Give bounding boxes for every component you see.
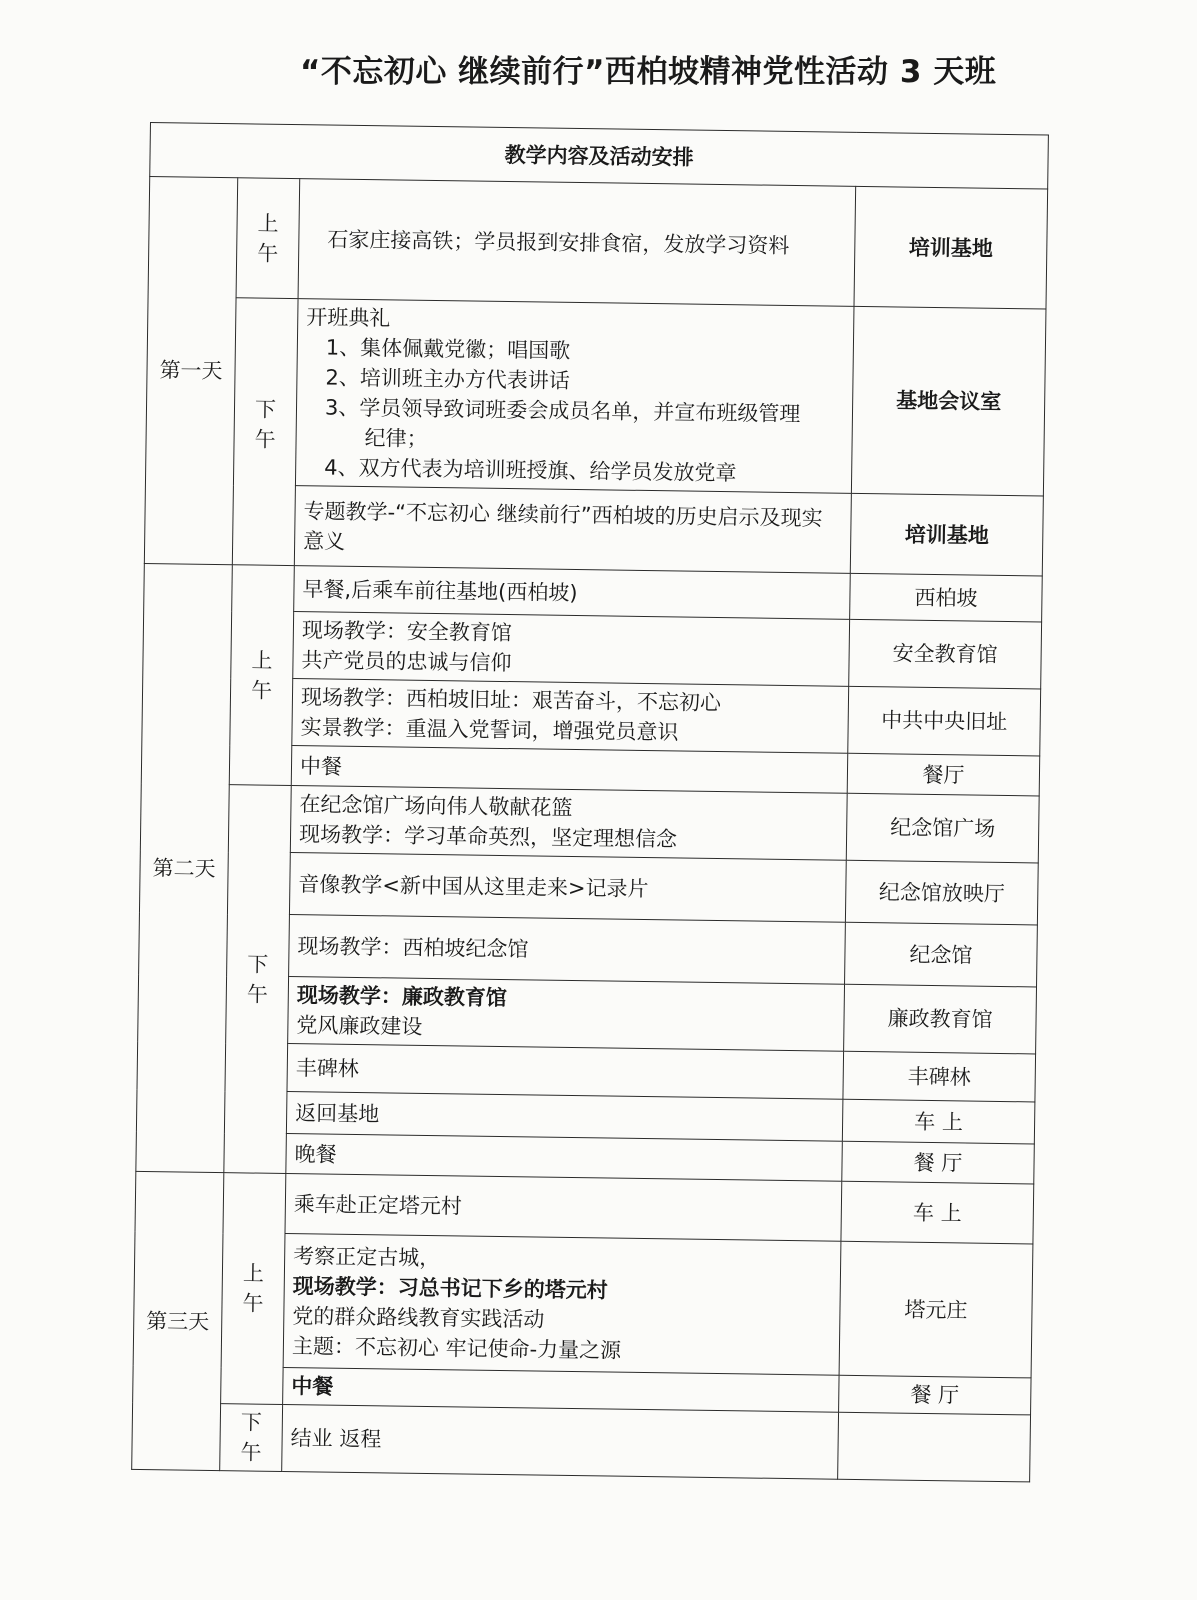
location-cell: 塔元庄 bbox=[839, 1241, 1033, 1378]
day-label: 第三天 bbox=[132, 1171, 224, 1470]
activity-item: 纪律； bbox=[364, 426, 428, 451]
location-cell: 中共中央旧址 bbox=[848, 686, 1041, 756]
activity-item: 4、双方代表为培训班授旗、给学员发放党章 bbox=[324, 455, 737, 486]
location-cell bbox=[838, 1412, 1031, 1482]
location-cell: 车 上 bbox=[841, 1181, 1034, 1244]
table-row bbox=[132, 1402, 1031, 1482]
activity-cell: 现场教学：西柏坡纪念馆 bbox=[289, 915, 846, 985]
activity-cell: 乘车赴正定塔元村 bbox=[285, 1173, 842, 1241]
activity-cell: 现场教学：廉政教育馆 党风廉政建设 bbox=[288, 977, 845, 1052]
period-morning: 上 午 bbox=[221, 1173, 286, 1405]
location-cell: 餐 厅 bbox=[839, 1375, 1031, 1415]
activity-cell: 石家庄接高铁；学员报到安排食宿，发放学习资料 bbox=[298, 179, 856, 307]
period-afternoon: 下 午 bbox=[220, 1404, 283, 1472]
activity-cell bbox=[295, 299, 854, 494]
table-header: 教学内容及活动安排 bbox=[150, 123, 1049, 190]
activity-cell: 结业 返程 bbox=[282, 1404, 839, 1479]
table-row bbox=[140, 783, 1039, 863]
activity-cell: 晚餐 bbox=[286, 1134, 843, 1182]
location-cell: 纪念馆 bbox=[845, 922, 1038, 987]
period-afternoon: 下 午 bbox=[224, 785, 291, 1174]
schedule-table bbox=[131, 122, 1049, 1482]
location-cell: 丰碑林 bbox=[843, 1051, 1036, 1102]
location-cell: 西柏坡 bbox=[850, 573, 1043, 622]
activity-cell: 中餐 bbox=[291, 746, 848, 794]
activity-item: 3、学员领导致词班委会成员名单，并宣布班级管理 bbox=[324, 395, 801, 427]
table-row bbox=[148, 177, 1048, 310]
location-cell: 餐 厅 bbox=[842, 1141, 1035, 1184]
activity-cell: 考察正定古城， 现场教学：习总书记下乡的塔元村 党的群众路线教育实践活动 主题：不忘初心 牢记使命-力量之源 bbox=[283, 1233, 841, 1375]
day-label: 第二天 bbox=[136, 563, 232, 1172]
period-afternoon: 下 午 bbox=[232, 298, 298, 566]
location-cell: 纪念馆广场 bbox=[846, 793, 1039, 863]
activity-cell: 中餐 bbox=[283, 1367, 839, 1412]
activity-cell: 返回基地 bbox=[286, 1092, 843, 1142]
document-title: “不忘初心 继续前行”西柏坡精神党性活动 3 天班 bbox=[300, 54, 997, 90]
activity-cell: 丰碑林 bbox=[287, 1044, 844, 1100]
location-cell: 安全教育馆 bbox=[849, 619, 1042, 689]
table-row bbox=[145, 296, 1046, 496]
location-cell: 车 上 bbox=[842, 1099, 1035, 1144]
table-row bbox=[135, 1171, 1034, 1244]
activity-cell: 现场教学：安全教育馆 共产党员的忠诚与信仰 bbox=[293, 612, 850, 687]
period-morning: 上 午 bbox=[236, 178, 300, 299]
location-cell: 纪念馆放映厅 bbox=[845, 860, 1038, 925]
activity-cell: 音像教学<新中国从这里走来>记录片 bbox=[289, 853, 846, 923]
location-cell: 培训基地 bbox=[850, 493, 1043, 576]
activity-item: 1、集体佩戴党徽；唱国歌 bbox=[325, 335, 571, 363]
day-label: 第一天 bbox=[144, 177, 237, 565]
location-cell: 廉政教育馆 bbox=[844, 984, 1037, 1054]
activity-cell: 专题教学-“不忘初心 继续前行”西柏坡的历史启示及现实意义 bbox=[294, 486, 851, 574]
period-morning: 上 午 bbox=[229, 565, 294, 786]
location-cell: 基地会议室 bbox=[851, 306, 1046, 496]
activity-cell: 在纪念馆广场向伟人敬献花篮 现场教学：学习革命英烈，坚定理想信念 bbox=[290, 786, 847, 861]
activity-cell: 现场教学：西柏坡旧址：艰苦奋斗，不忘初心 实景教学：重温入党誓词，增强党员意识 bbox=[292, 679, 849, 754]
location-cell: 餐厅 bbox=[847, 753, 1040, 796]
location-cell: 培训基地 bbox=[854, 186, 1048, 309]
activity-heading: 开班典礼 bbox=[306, 305, 391, 331]
activity-item: 2、培训班主办方代表讲话 bbox=[325, 365, 570, 393]
activity-cell: 早餐,后乘车前往基地(西柏坡) bbox=[294, 566, 851, 620]
